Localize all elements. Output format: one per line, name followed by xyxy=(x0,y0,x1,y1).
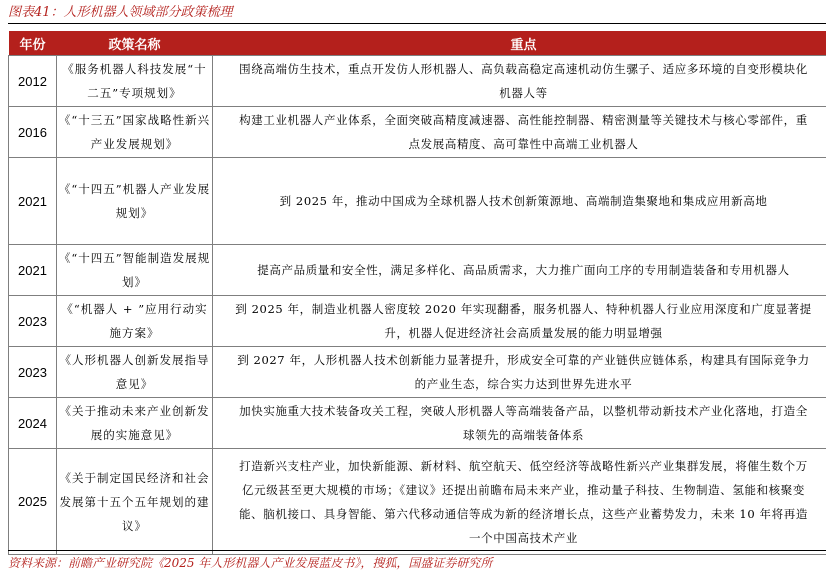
row-policy-name: 《“机器人 + ”应用行动实施方案》 xyxy=(57,296,213,347)
row-year: 2024 xyxy=(9,398,57,449)
bottom-rule xyxy=(8,550,826,551)
figure-title: 图表41：人形机器人领域部分政策梳理 xyxy=(8,5,233,20)
header-year: 年份 xyxy=(9,31,57,56)
row-year: 2021 xyxy=(9,245,57,296)
row-year: 2023 xyxy=(9,347,57,398)
row-key-points xyxy=(213,158,826,245)
key-line: 的产业生态，综合实力达到世界先进水平 xyxy=(414,377,633,391)
row-key-points xyxy=(213,398,826,449)
row-key-points xyxy=(213,347,826,398)
row-year: 2023 xyxy=(9,296,57,347)
table-row xyxy=(9,107,826,158)
row-policy-name: 《“十三五”国家战略性新兴产业发展规划》 xyxy=(57,107,213,158)
key-line: 亿元级甚至更大规模的市场；《建议》还提出前瞻布局未来产业，推动量子科技、生物制造、氢能和核聚变 xyxy=(242,482,805,497)
table-row xyxy=(9,56,826,107)
row-policy-name: 《关于制定国民经济和社会发展第十五个五年规划的建议》 xyxy=(57,449,213,555)
table-row xyxy=(9,347,826,398)
top-rule xyxy=(8,23,826,24)
key-line: 机器人等 xyxy=(499,86,548,100)
row-policy-name: 《人形机器人创新发展指导意见》 xyxy=(57,347,213,398)
key-line: 提高产品质量和安全性，满足多样化、高品质需求，大力推广面向工序的专用制造装备和专用机器人 xyxy=(257,263,790,277)
row-policy-name: 《服务机器人科技发展“十二五”专项规划》 xyxy=(57,56,213,107)
key-line: 打造新兴支柱产业，加快新能源、新材料、航空航天、低空经济等战略性新兴产业集群发展，将催生数个万 xyxy=(239,458,808,473)
key-line: 到 2025 年，推动中国成为全球机器人技术创新策源地、高端制造集聚地和集成应用新高地 xyxy=(279,194,768,208)
table-row xyxy=(9,449,826,555)
policy-table xyxy=(8,31,826,555)
header-policy-name: 政策名称 xyxy=(57,31,213,56)
row-key-points xyxy=(213,296,826,347)
key-line: 加快实施重大技术装备攻关工程，突破人形机器人等高端装备产品，以整机带动新技术产业化落地，打造全 xyxy=(239,404,808,418)
header-key-points: 重点 xyxy=(213,31,826,56)
table-header-row xyxy=(9,31,826,56)
row-policy-name: 《“十四五”智能制造发展规划》 xyxy=(57,245,213,296)
table-row xyxy=(9,158,826,245)
row-key-points xyxy=(213,449,826,555)
table-row xyxy=(9,296,826,347)
table-row xyxy=(9,245,826,296)
row-year: 2016 xyxy=(9,107,57,158)
row-year: 2012 xyxy=(9,56,57,107)
key-line: 到 2025 年，制造业机器人密度较 2020 年实现翻番，服务机器人、特种机器人行业应用深度和广度显著提 xyxy=(235,302,812,316)
row-key-points xyxy=(213,56,826,107)
row-key-points xyxy=(213,107,826,158)
key-line: 点发展高精度、高可靠性中高端工业机器人 xyxy=(408,137,639,151)
row-key-points xyxy=(213,245,826,296)
key-line: 能、脑机接口、具身智能、第六代移动通信等成为新的经济增长点，这些产业蓄势发力，未来 10 年将再造 xyxy=(239,506,808,521)
row-policy-name: 《“十四五”机器人产业发展规划》 xyxy=(57,158,213,245)
key-line: 一个中国高技术产业 xyxy=(469,530,578,545)
key-line: 球领先的高端装备体系 xyxy=(463,428,584,442)
key-line: 围绕高端仿生技术，重点开发仿人形机器人、高负载高稳定高速机动仿生骡子、适应多环境的自变形模块化 xyxy=(239,62,808,76)
row-year: 2021 xyxy=(9,158,57,245)
table-row xyxy=(9,398,826,449)
key-line: 升，机器人促进经济社会高质量发展的能力明显增强 xyxy=(384,326,663,340)
row-policy-name: 《关于推动未来产业创新发展的实施意见》 xyxy=(57,398,213,449)
key-line: 构建工业机器人产业体系，全面突破高精度减速器、高性能控制器、精密测量等关键技术与核心零部件，重 xyxy=(239,113,808,127)
row-year: 2025 xyxy=(9,449,57,555)
key-line: 到 2027 年，人形机器人技术创新能力显著提升，形成安全可靠的产业链供应链体系，构建具有国际竞争力 xyxy=(237,353,810,367)
source-note: 资料来源：前瞻产业研究院《2025 年人形机器人产业发展蓝皮书》，搜狐，国盛证券研究所 xyxy=(8,556,493,570)
